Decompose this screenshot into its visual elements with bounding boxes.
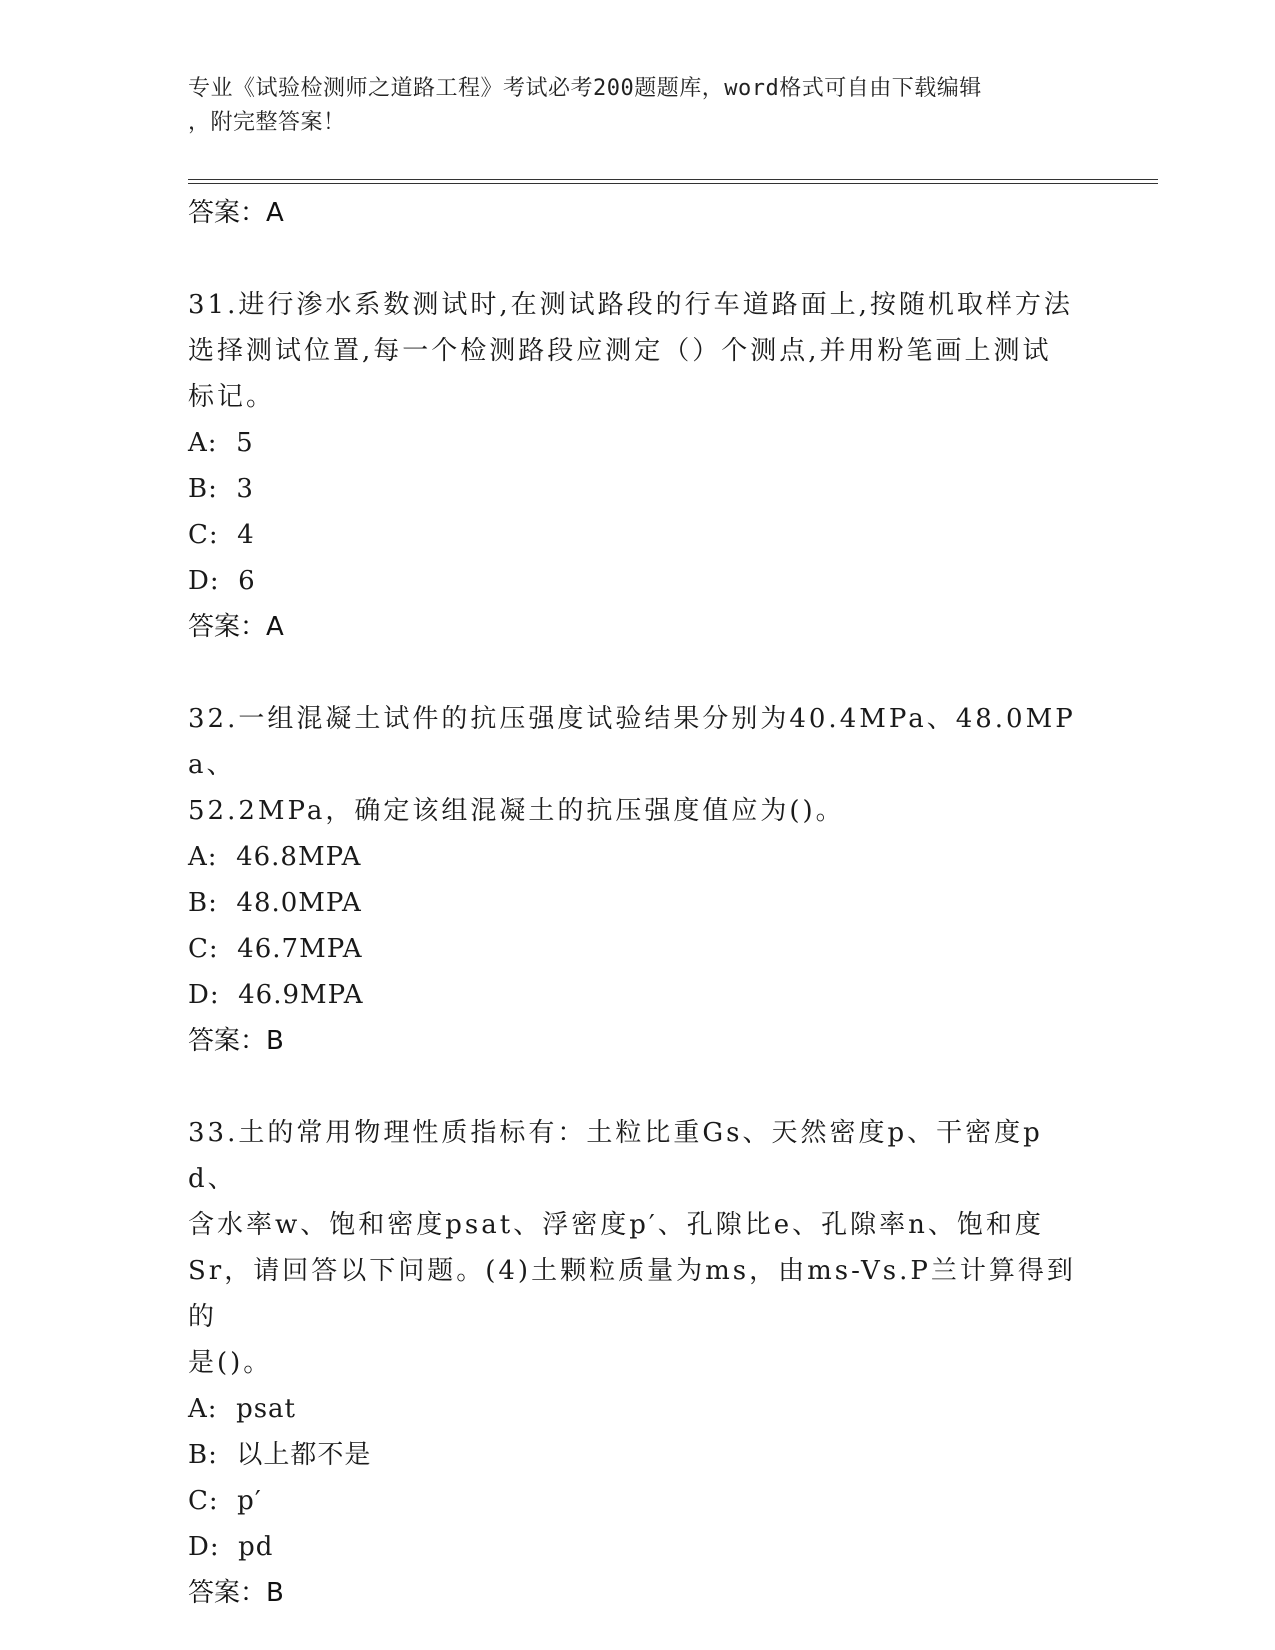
answer-line: 答案：B [188, 1578, 284, 1608]
document-header [188, 72, 1068, 140]
answer-line: 答案：A [188, 198, 284, 228]
option-a: A: 46.8MPA [188, 842, 362, 872]
answer-line: 答案：A [188, 612, 284, 642]
option-c: C: 46.7MPA [188, 934, 363, 964]
question-stem-line: 选择测试位置,每一个检测路段应测定（）个测点,并用粉笔画上测试 [188, 336, 1052, 366]
question-stem-line: 32.一组混凝土试件的抗压强度试验结果分别为40.4MPa、48.0MPa、 [188, 704, 1076, 780]
header-line-2: ，附完整答案！ [188, 110, 346, 135]
option-b: B: 以上都不是 [188, 1440, 372, 1470]
option-b: B: 3 [188, 474, 254, 504]
question-32 [188, 696, 1088, 1064]
option-d: D: 46.9MPA [188, 980, 364, 1010]
document-content [188, 190, 1088, 1616]
question-stem-line: 52.2MPa，确定该组混凝土的抗压强度值应为()。 [188, 796, 845, 826]
question-stem-line: 33.土的常用物理性质指标有：土粒比重Gs、天然密度p、干密度pd、 [188, 1118, 1043, 1194]
question-stem-line: 是()。 [188, 1348, 273, 1378]
header-divider-top [188, 179, 1158, 180]
option-c: C: 4 [188, 520, 255, 550]
header-line-1: 专业《试验检测师之道路工程》考试必考200题题库，word格式可自由下载编辑 [188, 76, 982, 101]
option-a: A: psat [188, 1394, 297, 1424]
question-31 [188, 282, 1088, 650]
answer-line: 答案：B [188, 1026, 284, 1056]
option-d: D: pd [188, 1532, 274, 1562]
option-d: D: 6 [188, 566, 256, 596]
question-stem-line: 31.进行渗水系数测试时,在测试路段的行车道路面上,按随机取样方法 [188, 290, 1073, 320]
header-divider-bottom [188, 183, 1158, 184]
option-a: A: 5 [188, 428, 254, 458]
question-stem-line: 含水率w、饱和密度psat、浮密度p′、孔隙比e、孔隙率n、饱和度 [188, 1210, 1044, 1240]
question-33 [188, 1110, 1088, 1616]
question-stem-line: Sr，请回答以下问题。(4)土颗粒质量为ms，由ms-Vs.P兰计算得到的 [188, 1256, 1076, 1332]
option-c: C: p′ [188, 1486, 262, 1516]
question-stem-line: 标记。 [188, 382, 276, 412]
option-b: B: 48.0MPA [188, 888, 362, 918]
